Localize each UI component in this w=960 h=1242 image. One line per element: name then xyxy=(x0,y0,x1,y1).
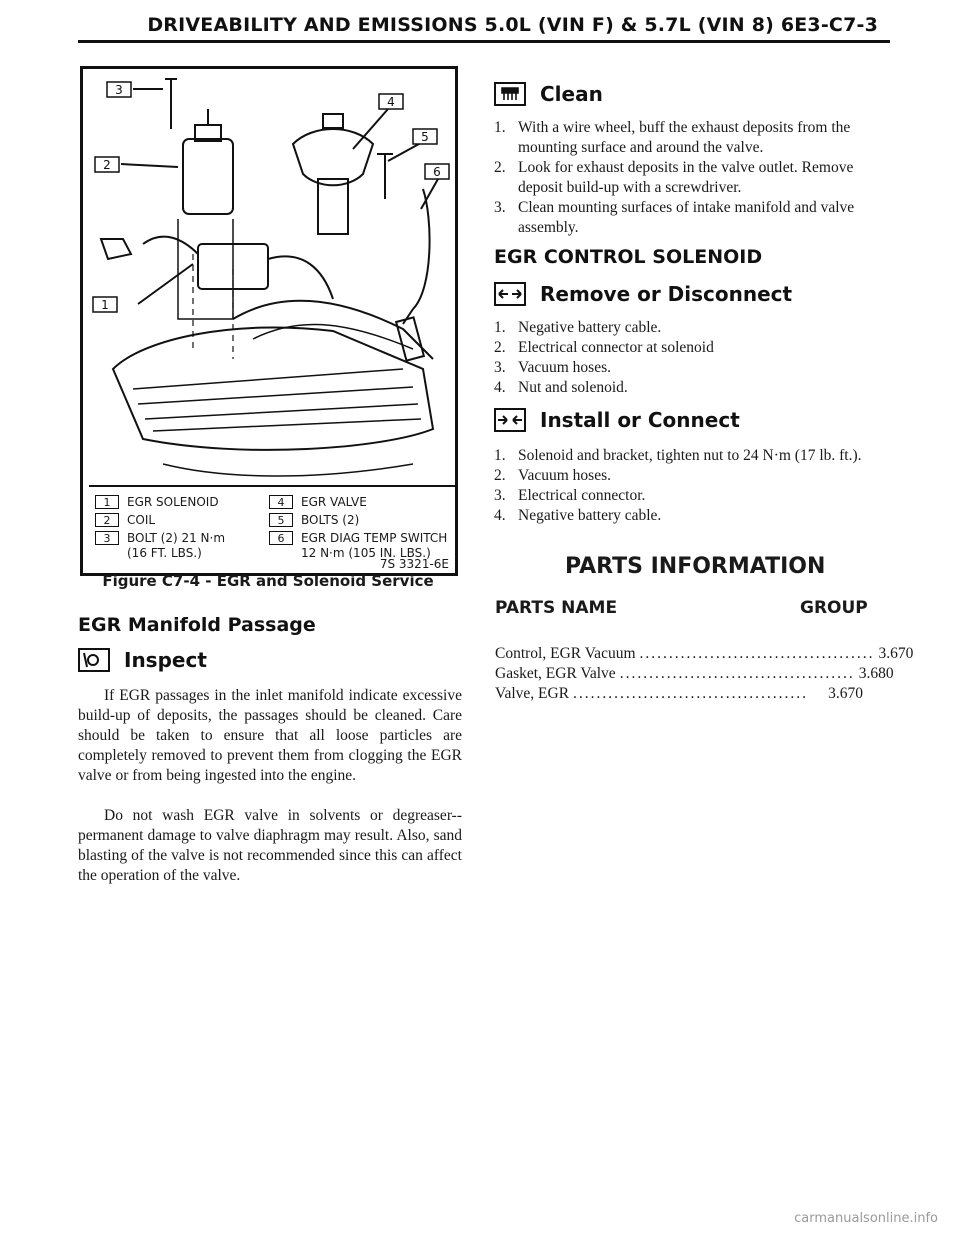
figure-caption: Figure C7-4 - EGR and Solenoid Service xyxy=(102,572,434,590)
list-item: 1. With a wire wheel, buff the exhaust deposits from the mounting surface and around the valve. xyxy=(494,119,851,156)
figure-egr-solenoid xyxy=(80,66,458,576)
callout-label: 5 xyxy=(421,130,429,144)
list-item: 4. Negative battery cable. xyxy=(494,507,662,524)
clean-label: Clean xyxy=(540,82,603,106)
table-row xyxy=(495,684,863,704)
remove-steps xyxy=(494,318,886,398)
legend-text: BOLTS (2) xyxy=(301,513,360,527)
legend-item xyxy=(95,513,155,528)
install-heading xyxy=(494,408,740,432)
watermark-text: carmanualsonline.info xyxy=(794,1211,938,1226)
leader-dots: ........................................ xyxy=(639,645,875,662)
legend-number: 3 xyxy=(95,531,119,545)
list-item: 3. Clean mounting surfaces of intake manifold and valve assembly. xyxy=(494,199,855,236)
install-label: Install or Connect xyxy=(540,408,740,432)
magnifier-inspect-icon xyxy=(78,648,110,672)
paragraph-inspect: If EGR passages in the inlet manifold indicate excessive build-up of deposits, the passages should be cleaned. Care should be taken to ensure that all loose particles are completely removed to prevent them from clogging the EGR valve or from being ingested into the engine. xyxy=(78,687,462,784)
header-rule xyxy=(78,40,890,43)
table-row xyxy=(495,644,914,664)
legend-item xyxy=(95,495,219,510)
legend-text: EGR VALVE xyxy=(301,495,367,509)
list-item: 4. Nut and solenoid. xyxy=(494,379,628,396)
part-group: 3.670 xyxy=(878,645,914,662)
part-group: 3.680 xyxy=(858,665,894,682)
clean-steps xyxy=(494,118,886,238)
leader-dots: ........................................ xyxy=(619,665,855,682)
engine-illustration xyxy=(83,69,455,485)
legend-number: 1 xyxy=(95,495,119,509)
callout-label: 2 xyxy=(103,158,111,172)
legend-number: 2 xyxy=(95,513,119,527)
list-item: 2. Look for exhaust deposits in the valve outlet. Remove deposit build-up with a screwdriver. xyxy=(494,159,854,196)
part-name: Control, EGR Vacuum xyxy=(495,645,636,662)
parts-name-header: PARTS NAME xyxy=(495,598,618,618)
parts-group-header: GROUP xyxy=(800,598,868,618)
clean-heading xyxy=(494,82,603,106)
legend-number: 6 xyxy=(269,531,293,545)
paragraph-warning: Do not wash EGR valve in solvents or degreaser--permanent damage to valve diaphragm may result. Also, sand blasting of the valve is not recommended since this can affect the operation of the valve. xyxy=(78,807,462,884)
legend-item xyxy=(95,531,225,561)
inspect-label: Inspect xyxy=(124,648,207,672)
arrows-in-install-icon xyxy=(494,408,526,432)
legend-subtext: 12 N·m (105 IN. LBS.) xyxy=(301,546,431,560)
remove-heading xyxy=(494,282,792,306)
arrows-out-remove-icon xyxy=(494,282,526,306)
remove-label: Remove or Disconnect xyxy=(540,282,793,306)
callout-label: 6 xyxy=(433,165,441,179)
legend-subtext: (16 FT. LBS.) xyxy=(127,546,202,560)
section-heading-egr-manifold: EGR Manifold Passage xyxy=(78,614,316,636)
legend-text: EGR DIAG TEMP SWITCH xyxy=(301,531,448,545)
part-name: Valve, EGR xyxy=(495,685,570,702)
table-row xyxy=(495,664,894,684)
list-item: 3. Vacuum hoses. xyxy=(494,359,611,376)
inspect-heading xyxy=(78,648,207,672)
legend-item xyxy=(269,513,359,528)
part-name: Gasket, EGR Valve xyxy=(495,665,616,682)
callout-label: 4 xyxy=(387,95,395,109)
list-item: 1. Solenoid and bracket, tighten nut to 24 N·m (17 lb. ft.). xyxy=(494,447,862,464)
page-header-title: DRIVEABILITY AND EMISSIONS 5.0L (VIN F) & 5.7L (VIN 8) 6E3-C7-3 xyxy=(147,14,878,36)
legend-item xyxy=(269,495,367,510)
list-item: 2. Electrical connector at solenoid xyxy=(494,339,714,356)
list-item: 2. Vacuum hoses. xyxy=(494,467,611,484)
legend-number: 5 xyxy=(269,513,293,527)
callout-label: 1 xyxy=(101,298,109,312)
list-item: 3. Electrical connector. xyxy=(494,487,646,504)
install-steps xyxy=(494,446,886,526)
legend-text: COIL xyxy=(127,513,156,527)
section-heading-egr-control-solenoid: EGR CONTROL SOLENOID xyxy=(494,246,763,268)
wire-brush-clean-icon xyxy=(494,82,526,106)
legend-text: EGR SOLENOID xyxy=(127,495,219,509)
part-group: 3.670 xyxy=(828,685,863,702)
callout-label: 3 xyxy=(115,83,123,97)
leader-dots: ........................................ xyxy=(573,685,809,702)
parts-information-title: PARTS INFORMATION xyxy=(565,554,826,579)
legend-number: 4 xyxy=(269,495,293,509)
legend-text: BOLT (2) 21 N·m xyxy=(127,531,226,545)
list-item: 1. Negative battery cable. xyxy=(494,319,662,336)
figure-code: 7S 3321-6E xyxy=(379,557,449,571)
